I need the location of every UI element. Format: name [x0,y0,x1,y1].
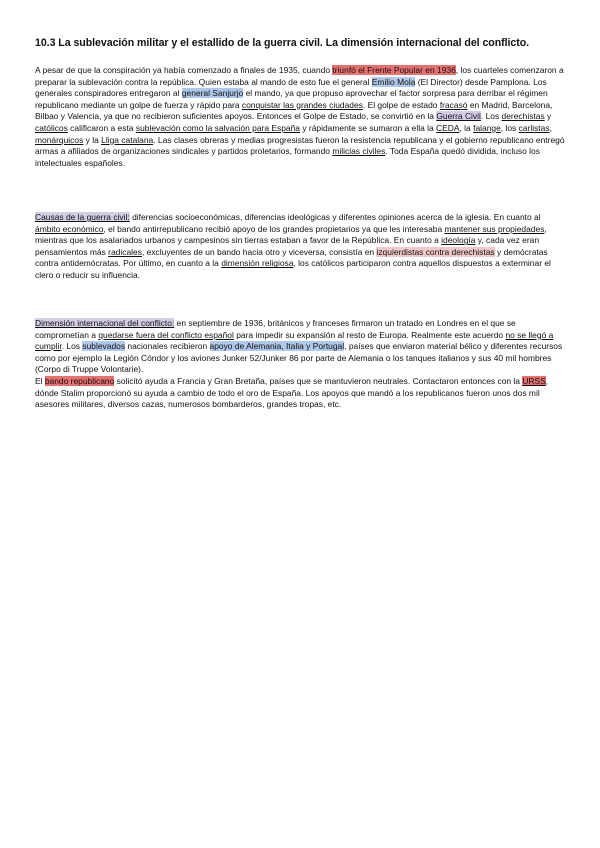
emphasized-text: URSS [522,375,546,386]
emphasized-text: bando republicano [44,375,115,386]
emphasized-text: general Sanjurjo [181,88,244,99]
text-run: y la [83,134,102,145]
text-run: . Las clases obreras y medias progresistas fueron la resistencia republicana y el gobierno republicano entregó armas a afiliados de organizaciones sindicales y partidos proletarios, formando [35,134,565,157]
emphasized-text: falange [473,122,501,133]
emphasized-text: derechistas [501,111,545,122]
paragraph-causas [35,212,567,282]
emphasized-text: conquistar las grandes ciudades [241,99,363,110]
emphasized-text: mantener sus propiedades [444,223,545,234]
emphasized-text: ámbito económico [35,223,104,234]
text-run: para impedir su expansión al resto de Europa. Realmente este acuerdo [233,329,506,340]
text-run: , países que enviaron material bélico y diferentes recursos como por ejemplo la Legión Cóndor y los aviones Junker 52/Junker 86 por parte de Alemania o los tanques italianos y sus 40 mil hombres (Corpo di Truppe Volontarie). [35,341,563,375]
text-run: . El golpe de estado [362,99,440,110]
text-run: , mientras que los asalariados urbanos y campesinos sin tierras estaban a favor de la República. En cuanto a [35,223,547,246]
text-run: , excluyentes de un bando hacia otro y viceversa, consistía en [141,246,377,257]
emphasized-text: Emilio Mola [371,76,416,87]
text-run: , los [500,122,519,133]
emphasized-text: dimensión religiosa [221,258,294,269]
text-run: , el bando antirrepublicano recibió apoyo de los grandes propietarios ya que les interesaba [103,223,445,234]
text-run: , los cuarteles comenzaron a preparar la sublevación contra la república. Quien estaba al mando de esto fue el general [35,65,564,87]
emphasized-text: izquierdistas contra derechistas [376,246,495,257]
text-run: el mando, ya que propuso aprovechar el factor sorpresa para derribar el régimen republicano mediante un golpe de fuerza y rápido para [35,88,548,110]
text-run: , los católicos participaron contra aquellos dispuestos a exterminar el clero o reducir su influencia. [35,258,551,280]
paragraph-dimension-internacional [35,318,567,411]
text-run: calificaron a esta [67,122,136,133]
text-run: El [35,375,45,386]
emphasized-text: radicales [108,246,142,257]
emphasized-text: carlistas [518,122,550,133]
text-run: A pesar de que la conspiración ya había comenzado a finales de 1935, cuando [35,65,333,75]
emphasized-text: sublevación como la salvación para España [135,122,301,133]
emphasized-text: triunfó el Frente Popular en 1936 [332,65,456,75]
text-run: diferencias socioeconómicas, diferencias ideológicas y diferentes opiniones acerca de la iglesia. En cuanto al [129,212,541,222]
text-run: (El Director) desde Pamplona. Los generales conspiradores entregaron al [35,76,547,99]
emphasized-text: CEDA [436,122,460,133]
text-run: . Los [61,341,83,352]
emphasized-text: quedarse fuera del conflicto español [98,329,234,340]
text-run: nacionales recibieron [125,341,210,352]
emphasized-text: no se llegó a cumplir [35,329,554,352]
emphasized-text: Lliga catalana [101,134,154,145]
emphasized-text: fracasó [439,99,468,110]
text-run: . Los [480,111,502,122]
paragraph-sublevacion [35,65,567,169]
emphasized-text: apoyo de Alemania, Italia y Portugal [209,341,345,352]
emphasized-text: Guerra Civil [436,111,481,122]
text-run: , dónde Stalim proporcionó su ayuda a cambio de todo el oro de España. Los apoyos que mandó a los republicanos fueron unos dos mil asesores militares, diversos cazas, numerosos bombarderos, grandes tropas, etc. [35,375,549,410]
document-title: 10.3 La sublevación militar y el estallido de la guerra civil. La dimensión internacional del conflicto. [35,37,530,49]
text-run: y [544,111,552,122]
emphasized-text: ideología [441,235,476,246]
emphasized-text: monárquicos [35,134,84,145]
text-run: solicitó ayuda a Francia y Gran Bretaña, países que se mantuvieron neutrales. Contactaron entonces con la [114,375,523,386]
text-run: , [549,122,552,133]
emphasized-text: católicos [35,122,68,133]
emphasized-text: milicias civiles [332,146,386,157]
text-run: en Madrid, Barcelona, Bilbao y Valencia, ya que no recibieron suficientes apoyos. Entonces el Golpe de Estado, se convirtió en la [35,99,553,122]
text-run: y, cada vez eran pensamientos más [35,235,540,257]
text-run: , la [459,122,474,133]
emphasized-text: sublevados [82,341,126,352]
text-run: . Toda España quedó dividida, incluso los intelectuales españoles. [35,146,540,168]
text-run: y demócratas contra antidemócratas. Por último, en cuanto a la [35,246,548,269]
text-run: en septiembre de 1936, británicos y franceses firmaron un tratado en Londres en el que se comprometían a [35,318,516,340]
emphasized-text: Causas de la guerra civil: [35,212,130,222]
text-run: y rápidamente se sumaron a ella la [300,122,437,133]
emphasized-text: Dimensión internacional del conflicto: [35,318,175,328]
